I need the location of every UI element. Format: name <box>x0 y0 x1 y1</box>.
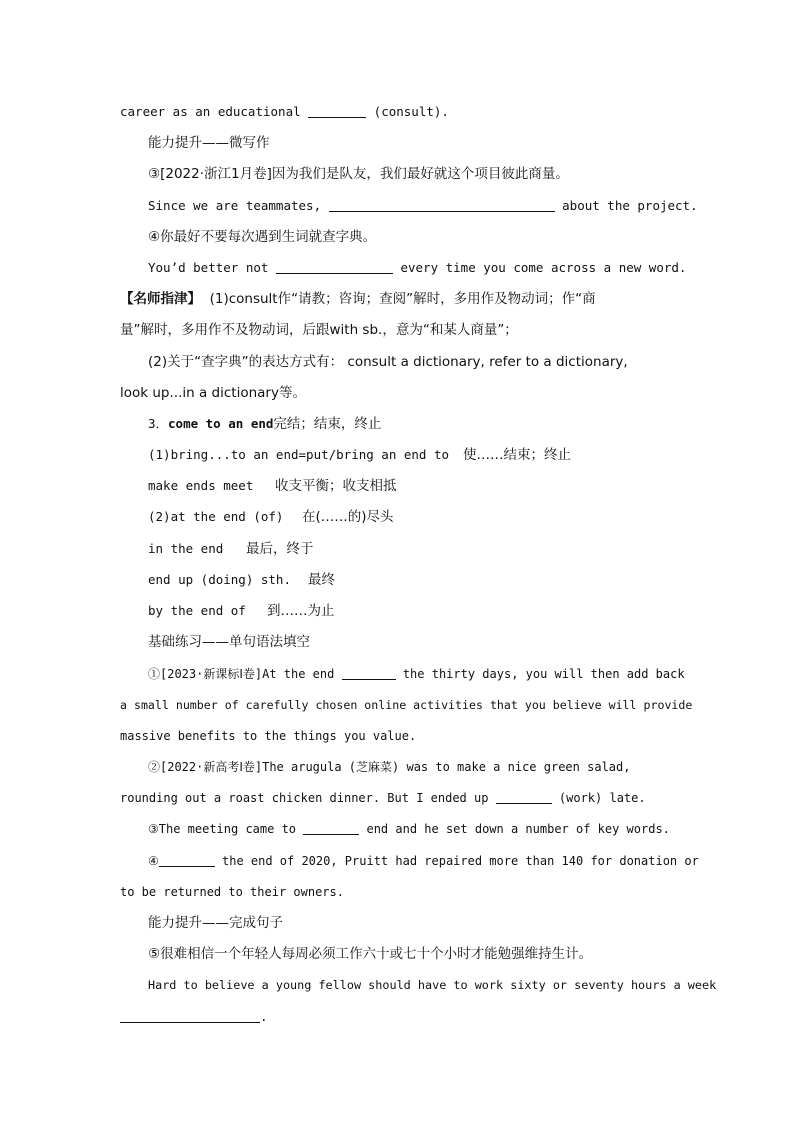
key-phrase: come to an end <box>168 416 274 431</box>
question-4-english <box>148 258 708 278</box>
phrase-en: by the end of <box>148 603 246 618</box>
answer-blank[interactable] <box>342 665 396 680</box>
exercise-4-cont: to be returned to their owners. <box>120 885 344 899</box>
exercise-1 <box>148 664 708 684</box>
item-3-heading <box>148 414 708 434</box>
phrase-en: (1)bring...to an end=put/bring an end to <box>148 447 450 462</box>
phrase-row <box>148 507 708 527</box>
text: about the project. <box>554 198 698 213</box>
phrase-row <box>148 570 708 590</box>
question-4-chinese: ④你最好不要每次遇到生词就查字典。 <box>148 229 377 245</box>
text-line <box>120 102 680 122</box>
text: rounding out a roast chicken dinner. But I ended up <box>120 791 496 805</box>
exercise-2-cont <box>120 788 680 808</box>
item-number: 3． <box>148 416 169 431</box>
text: Since we are teammates, <box>148 198 329 213</box>
exercise-5-answer-line <box>120 1007 680 1027</box>
teacher-tip-cont: 量”解时，多用作不及物动词，后跟with sb.，意为“和某人商量”； <box>120 322 518 338</box>
teacher-tip-2: (2)关于“查字典”的表达方式有： consult a dictionary, refer to a dictionary, <box>148 354 628 370</box>
answer-blank[interactable] <box>303 820 359 835</box>
text: ③The meeting came to <box>148 822 304 836</box>
exercise-3 <box>148 819 708 839</box>
phrase-meaning: 完结；结束，终止 <box>273 416 382 432</box>
text: (consult). <box>366 104 449 119</box>
section-heading: 能力提升——完成句子 <box>148 915 283 931</box>
exercise-1-cont: massive benefits to the things you value. <box>120 729 417 743</box>
phrase-zh: 使……结束；终止 <box>463 447 571 463</box>
phrase-en: end up (doing) sth. <box>148 572 291 587</box>
text: career as an educational <box>120 104 309 119</box>
text: ④ <box>148 854 159 868</box>
exercise-5-chinese: ⑤很难相信一个年轻人每周必须工作六十或七十个小时才能勉强维持生计。 <box>148 946 593 962</box>
phrase-zh: 最后，终于 <box>246 541 314 557</box>
section-heading: 基础练习——单句语法填空 <box>148 634 310 650</box>
text: (1)consult作“请教；咨询；查阅”解时，多用作及物动词；作“商 <box>209 291 596 307</box>
answer-blank[interactable] <box>496 789 552 804</box>
text: the thirty days, you will then add back <box>395 667 685 681</box>
text: every time you come across a new word. <box>392 260 687 275</box>
section-heading: 能力提升——微写作 <box>148 135 270 151</box>
phrase-row <box>148 445 708 465</box>
question-3-chinese: ③[2022·浙江1月卷]因为我们是队友，我们最好就这个项目彼此商量。 <box>148 166 569 182</box>
answer-blank[interactable] <box>329 197 555 212</box>
teacher-tip-2-cont: look up...in a dictionary等。 <box>120 385 306 401</box>
exercise-5-english: Hard to believe a young fellow should have to work sixty or seventy hours a week <box>148 978 717 992</box>
text: end and he set down a number of key words. <box>359 822 670 836</box>
answer-blank[interactable] <box>308 103 366 118</box>
exercise-1-cont: a small number of carefully chosen online activities that you believe will provide <box>120 698 693 712</box>
phrase-zh: 收支平衡；收支相抵 <box>275 478 397 494</box>
answer-blank[interactable] <box>276 259 393 274</box>
exercise-4 <box>148 851 708 871</box>
phrase-zh: 到……为止 <box>267 603 335 619</box>
teacher-tip <box>120 289 680 309</box>
text: (work) late. <box>551 791 646 805</box>
exercise-2: ②[2022·新高考Ⅰ卷]The arugula (芝麻菜) was to make a nice green salad, <box>148 760 631 774</box>
tip-label: 【名师指津】 <box>120 291 201 307</box>
question-3-english <box>148 196 708 216</box>
text: You’d better not <box>148 260 276 275</box>
phrase-row <box>148 539 708 559</box>
phrase-zh: 在(……的)尽头 <box>302 509 394 525</box>
phrase-en: make ends meet <box>148 478 254 493</box>
text: the end of 2020, Pruitt had repaired more than 140 for donation or <box>214 854 699 868</box>
answer-blank[interactable] <box>120 1008 260 1023</box>
phrase-zh: 最终 <box>308 572 335 588</box>
phrase-row <box>148 476 708 496</box>
phrase-row <box>148 601 708 621</box>
answer-blank[interactable] <box>159 852 215 867</box>
text: . <box>260 1009 268 1024</box>
phrase-en: (2)at the end (of) <box>148 509 284 524</box>
phrase-en: in the end <box>148 541 224 556</box>
text: ①[2023·新课标Ⅰ卷]At the end <box>148 667 342 681</box>
